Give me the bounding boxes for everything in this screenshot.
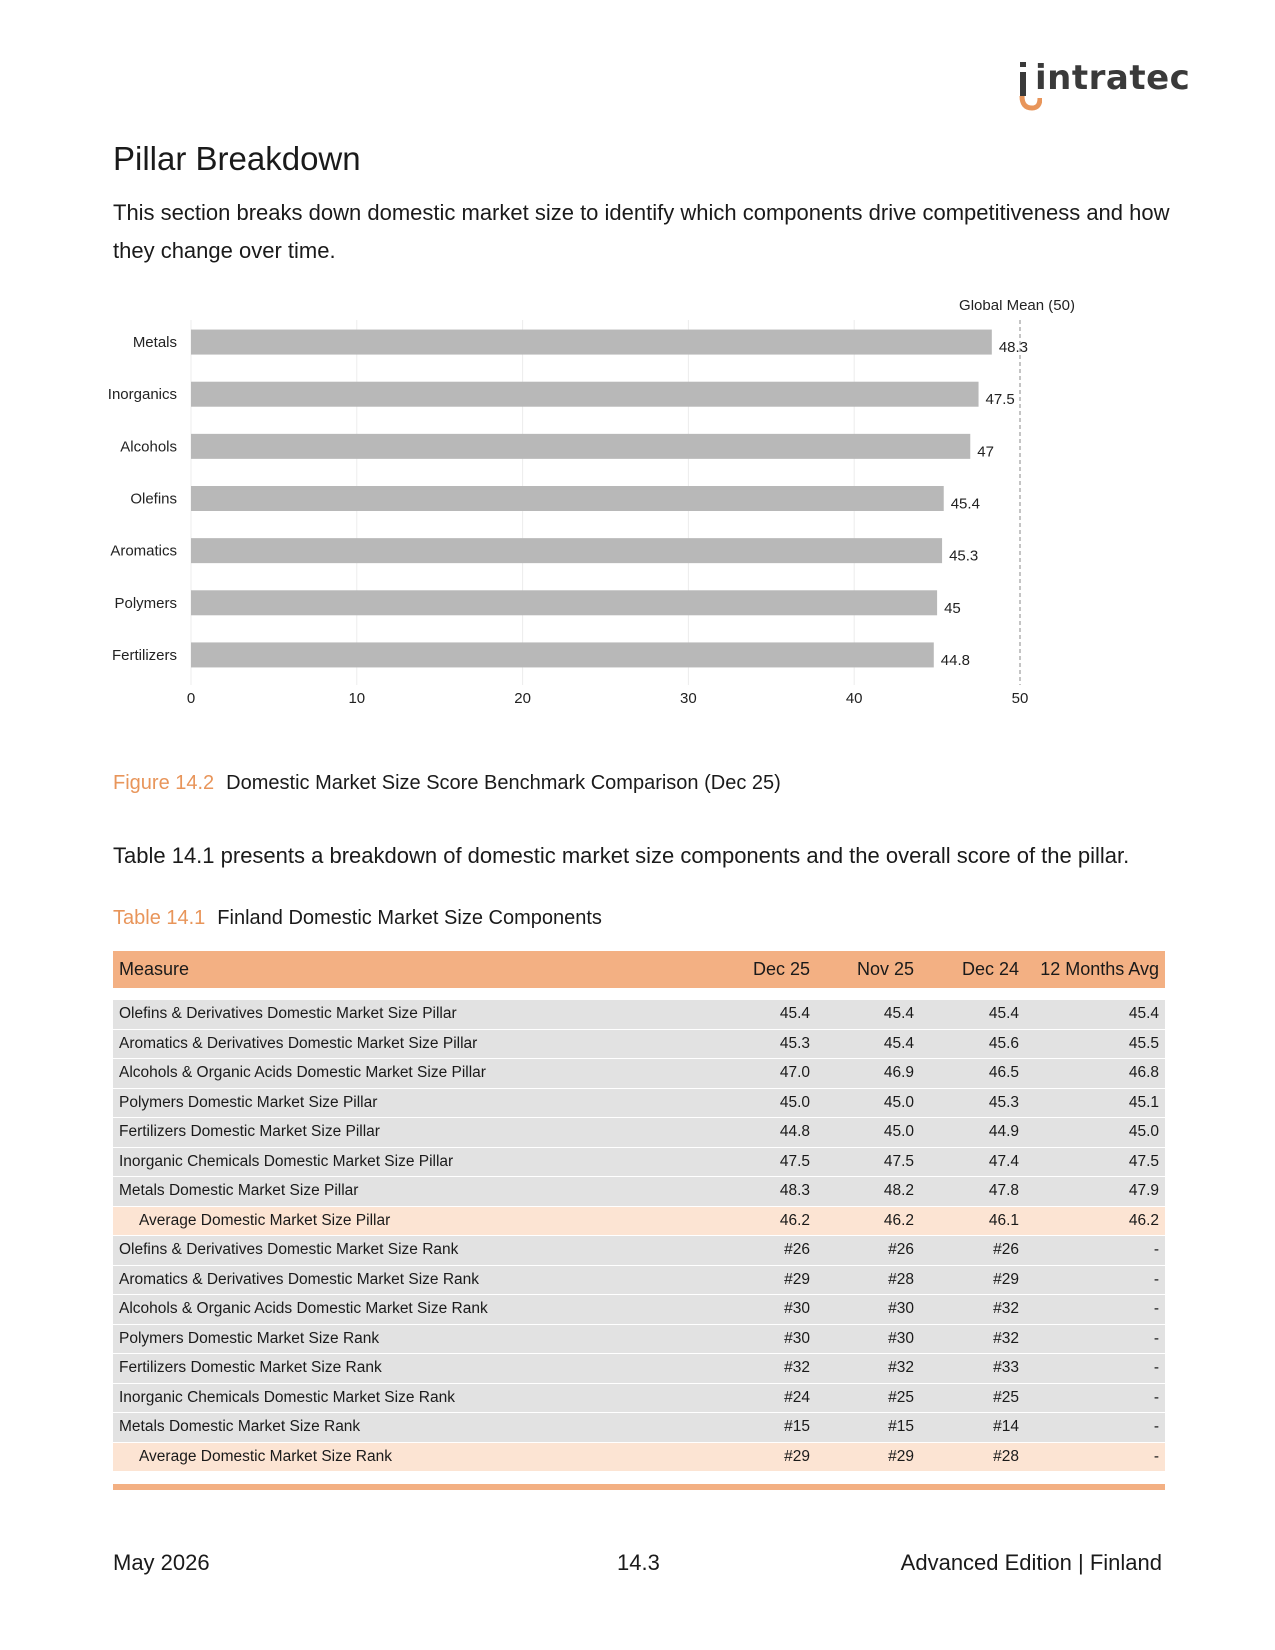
cell-12m-avg: 45.4 xyxy=(1128,1005,1159,1023)
cell-12m-avg: - xyxy=(1153,1447,1159,1465)
figure-caption xyxy=(113,772,781,795)
intro-paragraph: This section breaks down domestic market size to identify which components drive competitiveness and how they change over time. xyxy=(113,200,1170,263)
cell-measure: Olefins & Derivatives Domestic Market Size Pillar xyxy=(119,1005,457,1023)
figure-label: Figure 14.2 xyxy=(113,772,215,794)
cell-measure: Alcohols & Organic Acids Domestic Market Size Rank xyxy=(119,1300,488,1318)
data-label: 47 xyxy=(977,443,994,461)
data-label: 45.3 xyxy=(949,547,979,565)
cell-12m-avg: - xyxy=(1153,1418,1159,1436)
data-label: 44.8 xyxy=(940,651,970,669)
cell-nov25: #25 xyxy=(888,1388,914,1406)
cell-dec25: #29 xyxy=(784,1270,810,1288)
global-mean-label: Global Mean (50) xyxy=(959,300,1075,314)
cell-dec24: 47.8 xyxy=(988,1182,1019,1200)
cell-12m-avg: 45.0 xyxy=(1128,1123,1159,1141)
cell-nov25: 45.0 xyxy=(883,1123,914,1141)
bar xyxy=(191,538,942,563)
bar xyxy=(191,590,937,615)
cell-dec24: 45.6 xyxy=(988,1034,1019,1052)
cell-measure: Aromatics & Derivatives Domestic Market Size Rank xyxy=(119,1270,480,1288)
table-label: Table 14.1 xyxy=(113,907,206,929)
cell-dec25: #15 xyxy=(784,1418,810,1436)
cell-12m-avg: - xyxy=(1153,1270,1159,1288)
table-row xyxy=(113,1000,1165,1030)
cell-12m-avg: - xyxy=(1153,1359,1159,1377)
header-measure: Measure xyxy=(119,959,190,979)
cell-measure: Average Domestic Market Size Pillar xyxy=(139,1211,391,1229)
cell-dec24: 46.1 xyxy=(988,1211,1019,1229)
table-row xyxy=(113,1148,1165,1178)
data-label: 45.4 xyxy=(950,495,980,513)
table-row xyxy=(113,1295,1165,1325)
cell-dec24: #33 xyxy=(993,1359,1019,1377)
cell-measure: Fertilizers Domestic Market Size Rank xyxy=(119,1359,382,1377)
category-label: Metals xyxy=(132,334,177,352)
cell-dec24: #29 xyxy=(993,1270,1019,1288)
footer-page-number: 14.3 xyxy=(617,1550,660,1575)
table-row xyxy=(113,1266,1165,1296)
cell-12m-avg: - xyxy=(1153,1241,1159,1259)
header-nov25: Nov 25 xyxy=(856,959,914,979)
cell-dec25: 47.5 xyxy=(779,1152,810,1170)
x-tick-label: 40 xyxy=(845,690,863,707)
cell-dec25: 45.4 xyxy=(779,1005,810,1023)
cell-dec25: #26 xyxy=(784,1241,810,1259)
category-label: Fertilizers xyxy=(111,646,177,664)
page-title: Pillar Breakdown xyxy=(113,140,361,177)
cell-12m-avg: 46.2 xyxy=(1128,1211,1159,1229)
cell-nov25: #15 xyxy=(888,1418,914,1436)
table-row xyxy=(113,1089,1165,1119)
cell-measure: Metals Domestic Market Size Pillar xyxy=(119,1182,359,1200)
cell-measure: Olefins & Derivatives Domestic Market Size Rank xyxy=(119,1241,459,1259)
header-dec24: Dec 24 xyxy=(961,959,1019,979)
cell-dec24: #32 xyxy=(993,1300,1019,1318)
cell-measure: Fertilizers Domestic Market Size Pillar xyxy=(119,1123,380,1141)
table-intro-paragraph: Table 14.1 presents a breakdown of domestic market size components and the overall score of the pillar. xyxy=(113,843,1130,868)
cell-dec25: #30 xyxy=(784,1300,810,1318)
cell-dec24: 45.3 xyxy=(988,1093,1019,1111)
category-label: Inorganics xyxy=(107,386,177,404)
cell-dec24: #26 xyxy=(993,1241,1019,1259)
table-row xyxy=(113,1030,1165,1060)
x-tick-label: 10 xyxy=(348,690,366,707)
cell-dec24: #28 xyxy=(993,1447,1019,1465)
cell-nov25: 45.0 xyxy=(883,1093,914,1111)
cell-measure: Polymers Domestic Market Size Rank xyxy=(119,1329,380,1347)
cell-12m-avg: 45.5 xyxy=(1128,1034,1159,1052)
cell-dec25: #29 xyxy=(784,1447,810,1465)
table-row xyxy=(113,1118,1165,1148)
table-row xyxy=(113,1354,1165,1384)
cell-dec24: #25 xyxy=(993,1388,1019,1406)
cell-dec24: #32 xyxy=(993,1329,1019,1347)
table-body xyxy=(113,1000,1165,1472)
table-row xyxy=(113,1236,1165,1266)
category-label: Aromatics xyxy=(110,542,177,560)
cell-nov25: #30 xyxy=(888,1329,914,1347)
x-tick-label: 50 xyxy=(1011,690,1029,707)
cell-nov25: 48.2 xyxy=(883,1182,914,1200)
cell-dec24: #14 xyxy=(993,1418,1019,1436)
cell-12m-avg: 47.5 xyxy=(1128,1152,1159,1170)
cell-12m-avg: 47.9 xyxy=(1128,1182,1159,1200)
cell-nov25: #32 xyxy=(888,1359,914,1377)
cell-dec24: 44.9 xyxy=(988,1123,1019,1141)
data-label: 45 xyxy=(944,599,961,617)
cell-measure: Metals Domestic Market Size Rank xyxy=(119,1418,361,1436)
cell-nov25: #28 xyxy=(888,1270,914,1288)
cell-dec25: #32 xyxy=(784,1359,810,1377)
cell-measure: Inorganic Chemicals Domestic Market Size Pillar xyxy=(119,1152,454,1170)
figure-title: Domestic Market Size Score Benchmark Comparison (Dec 25) xyxy=(226,772,781,794)
category-label: Polymers xyxy=(114,594,177,612)
cell-dec25: #30 xyxy=(784,1329,810,1347)
cell-12m-avg: - xyxy=(1153,1329,1159,1347)
cell-nov25: 47.5 xyxy=(883,1152,914,1170)
header-12m-avg: 12 Months Avg xyxy=(1040,959,1159,979)
bar xyxy=(191,434,970,459)
cell-dec25: 45.0 xyxy=(779,1093,810,1111)
cell-nov25: #30 xyxy=(888,1300,914,1318)
x-tick-label: 20 xyxy=(514,690,531,707)
data-label: 48.3 xyxy=(998,339,1029,357)
cell-12m-avg: - xyxy=(1153,1300,1159,1318)
intratec-logo: intratec xyxy=(1035,58,1191,98)
bar xyxy=(191,330,992,355)
cell-dec25: 44.8 xyxy=(779,1123,810,1141)
cell-dec24: 47.4 xyxy=(988,1152,1019,1170)
components-table xyxy=(113,951,1165,1490)
cell-nov25: #26 xyxy=(888,1241,914,1259)
market-size-bar-chart xyxy=(100,300,1180,745)
cell-12m-avg: 46.8 xyxy=(1128,1064,1159,1082)
cell-dec25: #24 xyxy=(784,1388,810,1406)
cell-measure: Average Domestic Market Size Rank xyxy=(139,1447,392,1465)
category-label: Alcohols xyxy=(120,438,177,456)
category-label: Olefins xyxy=(130,490,177,508)
cell-nov25: #29 xyxy=(888,1447,914,1465)
table-bottom-rule xyxy=(113,1484,1165,1490)
x-tick-label: 0 xyxy=(186,690,196,707)
cell-measure: Aromatics & Derivatives Domestic Market Size Pillar xyxy=(119,1034,478,1052)
cell-nov25: 46.9 xyxy=(883,1064,914,1082)
cell-measure: Alcohols & Organic Acids Domestic Market Size Pillar xyxy=(119,1064,486,1082)
cell-dec25: 46.2 xyxy=(779,1211,810,1229)
cell-dec25: 47.0 xyxy=(779,1064,810,1082)
table-row xyxy=(113,1177,1165,1207)
footer-date: May 2026 xyxy=(113,1550,210,1575)
cell-measure: Polymers Domestic Market Size Pillar xyxy=(119,1093,378,1111)
cell-nov25: 46.2 xyxy=(883,1211,914,1229)
cell-measure: Inorganic Chemicals Domestic Market Size Rank xyxy=(119,1388,455,1406)
table-row xyxy=(113,1059,1165,1089)
table-row-average xyxy=(113,1207,1165,1237)
table-row-average xyxy=(113,1443,1165,1473)
table-caption xyxy=(113,907,602,930)
footer-edition: Advanced Edition | Finland xyxy=(900,1550,1162,1575)
cell-dec24: 46.5 xyxy=(988,1064,1019,1082)
cell-dec25: 45.3 xyxy=(779,1034,810,1052)
table-header xyxy=(113,951,1165,988)
cell-12m-avg: - xyxy=(1153,1388,1159,1406)
x-tick-label: 30 xyxy=(680,690,697,707)
cell-dec24: 45.4 xyxy=(988,1005,1019,1023)
bar xyxy=(191,486,944,511)
cell-12m-avg: 45.1 xyxy=(1128,1093,1159,1111)
data-label: 47.5 xyxy=(985,391,1015,409)
bar xyxy=(191,382,979,407)
table-row xyxy=(113,1325,1165,1355)
cell-nov25: 45.4 xyxy=(883,1005,914,1023)
table-title: Finland Domestic Market Size Components xyxy=(217,907,602,929)
table-row xyxy=(113,1384,1165,1414)
table-row xyxy=(113,1413,1165,1443)
header-dec25: Dec 25 xyxy=(752,959,810,979)
bar xyxy=(191,642,934,667)
cell-dec25: 48.3 xyxy=(779,1182,810,1200)
cell-nov25: 45.4 xyxy=(883,1034,914,1052)
